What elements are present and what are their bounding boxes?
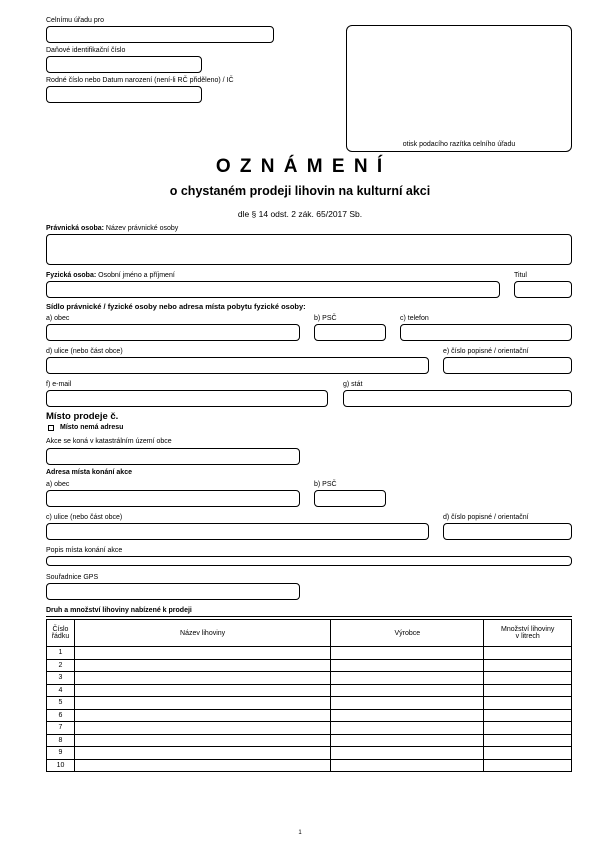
seat-state-label: g) stát: [343, 381, 363, 388]
place-heading: Místo prodeje č.: [46, 411, 119, 422]
seat-state-field[interactable]: [343, 390, 572, 407]
title-label: Titul: [514, 272, 527, 279]
row-quantity-cell[interactable]: [484, 759, 572, 772]
seat-zip-field[interactable]: [314, 324, 386, 341]
row-quantity-cell[interactable]: [484, 672, 572, 685]
row-name-cell[interactable]: [74, 722, 330, 735]
address-heading: Adresa místa konání akce: [46, 469, 132, 476]
birth-field[interactable]: [46, 86, 202, 103]
page-number: 1: [298, 830, 302, 836]
row-name-cell[interactable]: [74, 747, 330, 760]
row-name-cell[interactable]: [74, 697, 330, 710]
row-quantity-cell[interactable]: [484, 684, 572, 697]
row-number: 10: [47, 759, 75, 772]
row-maker-cell[interactable]: [331, 659, 484, 672]
gps-label: Souřadnice GPS: [46, 574, 99, 581]
office-field[interactable]: [46, 26, 274, 43]
table-row: [47, 734, 572, 747]
law-reference: dle § 14 odst. 2 zák. 65/2017 Sb.: [237, 209, 363, 219]
row-number: 5: [47, 697, 75, 710]
place-zip-field[interactable]: [314, 490, 386, 507]
row-number: 7: [47, 722, 75, 735]
row-name-cell[interactable]: [74, 684, 330, 697]
natural-person-label: Fyzická osoba: Osobní jméno a příjmení: [46, 272, 175, 279]
row-name-cell[interactable]: [74, 647, 330, 660]
col-maker: Výrobce: [331, 620, 484, 647]
row-number: 4: [47, 684, 75, 697]
seat-email-label: f) e-mail: [46, 381, 72, 388]
seat-heading: Sídlo právnické / fyzické osoby nebo adresa místa pobytu fyzické osoby:: [46, 302, 306, 311]
row-maker-cell[interactable]: [331, 709, 484, 722]
seat-city-label: a) obec: [46, 315, 70, 322]
table-row: [47, 672, 572, 685]
col-number: Číslo řádku: [47, 620, 75, 647]
spirits-table: [46, 619, 572, 772]
table-heading-rule: [46, 616, 572, 617]
natural-person-field[interactable]: [46, 281, 500, 298]
row-name-cell[interactable]: [74, 672, 330, 685]
row-maker-cell[interactable]: [331, 684, 484, 697]
place-house-field[interactable]: [443, 523, 572, 540]
table-row: [47, 647, 572, 660]
row-maker-cell[interactable]: [331, 734, 484, 747]
row-number: 1: [47, 647, 75, 660]
place-zip-label: b) PSČ: [314, 481, 337, 488]
table-row: [47, 709, 572, 722]
page-subtitle: o chystaném prodeji lihovin na kulturní akci: [169, 184, 431, 198]
seat-phone-field[interactable]: [400, 324, 572, 341]
row-quantity-cell[interactable]: [484, 709, 572, 722]
row-maker-cell[interactable]: [331, 697, 484, 710]
seat-city-field[interactable]: [46, 324, 300, 341]
row-maker-cell[interactable]: [331, 647, 484, 660]
row-quantity-cell[interactable]: [484, 722, 572, 735]
stamp-box: [346, 25, 572, 152]
place-description-label: Popis místa konání akce: [46, 547, 123, 554]
gps-field[interactable]: [46, 583, 300, 600]
birth-label: Rodné číslo nebo Datum narození (není-li RČ přiděleno) / IČ: [46, 77, 234, 84]
seat-street-field[interactable]: [46, 357, 429, 374]
tax-id-label: Daňové identifikační číslo: [46, 47, 126, 54]
table-row: [47, 697, 572, 710]
table-heading: Druh a množství lihoviny nabízené k prodeji: [46, 607, 192, 614]
place-street-label: c) ulice (nebo část obce): [46, 514, 123, 521]
col-quantity: Množství lihoviny v litrech: [484, 620, 572, 647]
page-title: O Z N Á M E N Í: [215, 156, 385, 177]
row-maker-cell[interactable]: [331, 747, 484, 760]
stamp-label: otisk podacího razítka celního úřadu: [402, 141, 516, 148]
row-number: 2: [47, 659, 75, 672]
table-row: [47, 659, 572, 672]
seat-street-label: d) ulice (nebo část obce): [46, 348, 123, 355]
row-name-cell[interactable]: [74, 659, 330, 672]
title-field[interactable]: [514, 281, 572, 298]
place-description-field[interactable]: [46, 556, 572, 566]
row-quantity-cell[interactable]: [484, 697, 572, 710]
table-row: [47, 722, 572, 735]
seat-phone-label: c) telefon: [400, 315, 429, 322]
place-city-label: a) obec: [46, 481, 70, 488]
no-address-checkbox[interactable]: [48, 425, 54, 431]
row-quantity-cell[interactable]: [484, 647, 572, 660]
row-maker-cell[interactable]: [331, 759, 484, 772]
row-number: 3: [47, 672, 75, 685]
table-row: [47, 759, 572, 772]
row-quantity-cell[interactable]: [484, 734, 572, 747]
row-number: 6: [47, 709, 75, 722]
cadastral-label: Akce se koná v katastrálním území obce: [46, 438, 172, 445]
seat-house-label: e) číslo popisné / orientační: [443, 348, 529, 355]
row-name-cell[interactable]: [74, 734, 330, 747]
tax-id-field[interactable]: [46, 56, 202, 73]
row-number: 9: [47, 747, 75, 760]
place-house-label: d) číslo popisné / orientační: [443, 514, 529, 521]
row-maker-cell[interactable]: [331, 672, 484, 685]
legal-person-label: Právnická osoba: Název právnické osoby: [46, 225, 179, 232]
table-row: [47, 684, 572, 697]
row-name-cell[interactable]: [74, 759, 330, 772]
cadastral-field[interactable]: [46, 448, 300, 465]
legal-person-field[interactable]: [46, 234, 572, 265]
col-name: Název lihoviny: [74, 620, 330, 647]
seat-email-field[interactable]: [46, 390, 328, 407]
no-address-label: Místo nemá adresu: [60, 424, 124, 431]
table-row: [47, 747, 572, 760]
office-label: Celnímu úřadu pro: [46, 17, 104, 24]
row-name-cell[interactable]: [74, 709, 330, 722]
place-city-field[interactable]: [46, 490, 300, 507]
row-quantity-cell[interactable]: [484, 747, 572, 760]
seat-house-field[interactable]: [443, 357, 572, 374]
row-maker-cell[interactable]: [331, 722, 484, 735]
place-street-field[interactable]: [46, 523, 429, 540]
row-quantity-cell[interactable]: [484, 659, 572, 672]
row-number: 8: [47, 734, 75, 747]
seat-zip-label: b) PSČ: [314, 315, 337, 322]
